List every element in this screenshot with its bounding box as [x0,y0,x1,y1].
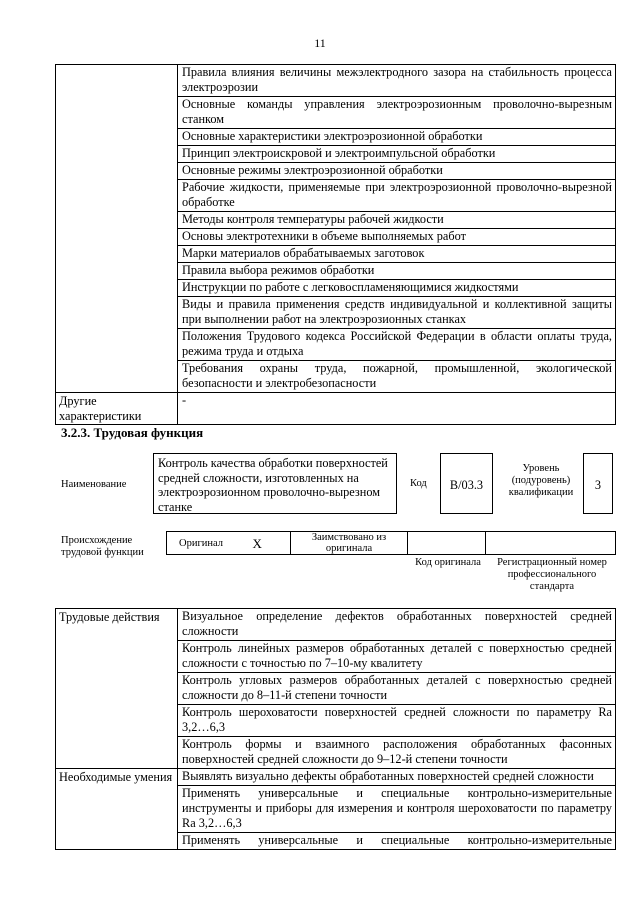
name-label: Наименование [61,479,127,490]
reg-number-cell [486,532,616,555]
list-item: Основы электротехники в объеме выполняемых работ [178,229,616,246]
table-row [56,393,616,425]
code-box: B/03.3 [440,453,493,514]
list-item: Применять универсальные и специальные контрольно-измерительные [178,833,616,850]
table-row [56,65,616,97]
section-heading: 3.2.3. Трудовая функция [61,425,204,440]
list-item: Требования охраны труда, пожарной, промышленной, экологической безопасности и электробезопасности [178,361,616,393]
actions-skills-table [55,608,616,850]
list-item: Основные режимы электроэрозионной обработки [178,163,616,180]
list-item: Правила выбора режимов обработки [178,263,616,280]
origin-label: Происхождение трудовой функции [61,535,144,558]
list-item: Основные характеристики электроэрозионной обработки [178,129,616,146]
code-label: Код [410,478,427,489]
knowledge-table [55,64,616,425]
origin-table [166,531,616,555]
function-name-box: Контроль качества обработки поверхностей средней сложности, изготовленных на электроэрозионном проволочно-вырезном станке [153,453,397,514]
original-mark: X [237,532,291,555]
page-number: 11 [314,36,326,50]
other-characteristics-value: - [178,393,616,425]
level-label: Уровень (подуровень) квалификации [508,463,574,498]
list-item: Инструкции по работе с легковоспламеняющимися жидкостями [178,280,616,297]
empty-label-cell [56,65,178,393]
list-item: Марки материалов обрабатываемых заготовок [178,246,616,263]
list-item: Визуальное определение дефектов обработанных поверхностей средней сложности [178,609,616,641]
list-item: Положения Трудового кодекса Российской Федерации в области оплаты труда, режима труда и отдыха [178,329,616,361]
list-item: Контроль угловых размеров обработанных деталей с поверхностью средней сложности до 8–11-й степени точности [178,673,616,705]
labor-actions-label: Трудовые действия [56,609,178,769]
list-item: Применять универсальные и специальные контрольно-измерительные инструменты и приборы для измерения и контроля шероховатости по параметру Ra 3,2…6,3 [178,786,616,833]
list-item: Выявлять визуально дефекты обработанных поверхностей средней сложности [178,769,616,786]
code-caption: Код оригинала [415,557,481,568]
required-skills-label: Необходимые умения [56,769,178,850]
list-item: Правила влияния величины межэлектродного зазора на стабильность процесса электроэрозии [178,65,616,97]
original-label: Оригинал [167,532,237,555]
reg-caption: Регистрационный номер профессионального стандарта [497,557,607,592]
list-item: Виды и правила применения средств индивидуальной и коллективной защиты при выполнении работ на электроэрозионных станках [178,297,616,329]
table-row [56,609,616,641]
list-item: Основные команды управления электроэрозионным проволочно-вырезным станком [178,97,616,129]
list-item: Рабочие жидкости, применяемые при электроэрозионной проволочно-вырезной обработке [178,180,616,212]
table-row [167,532,616,555]
list-item: Контроль линейных размеров обработанных деталей с поверхностью средней сложности с точностью по 7–10-му квалитету [178,641,616,673]
other-characteristics-label: Другие характеристики [56,393,178,425]
list-item: Контроль формы и взаимного расположения обработанных фасонных поверхностей средней сложности до 9–12-й степени точности [178,737,616,769]
level-box: 3 [583,453,613,514]
list-item: Методы контроля температуры рабочей жидкости [178,212,616,229]
borrowed-label: Заимствовано из оригинала [291,532,408,555]
list-item: Контроль шероховатости поверхностей средней сложности по параметру Ra 3,2…6,3 [178,705,616,737]
origin-code-cell [408,532,486,555]
list-item: Принцип электроискровой и электроимпульсной обработки [178,146,616,163]
table-row [56,769,616,786]
